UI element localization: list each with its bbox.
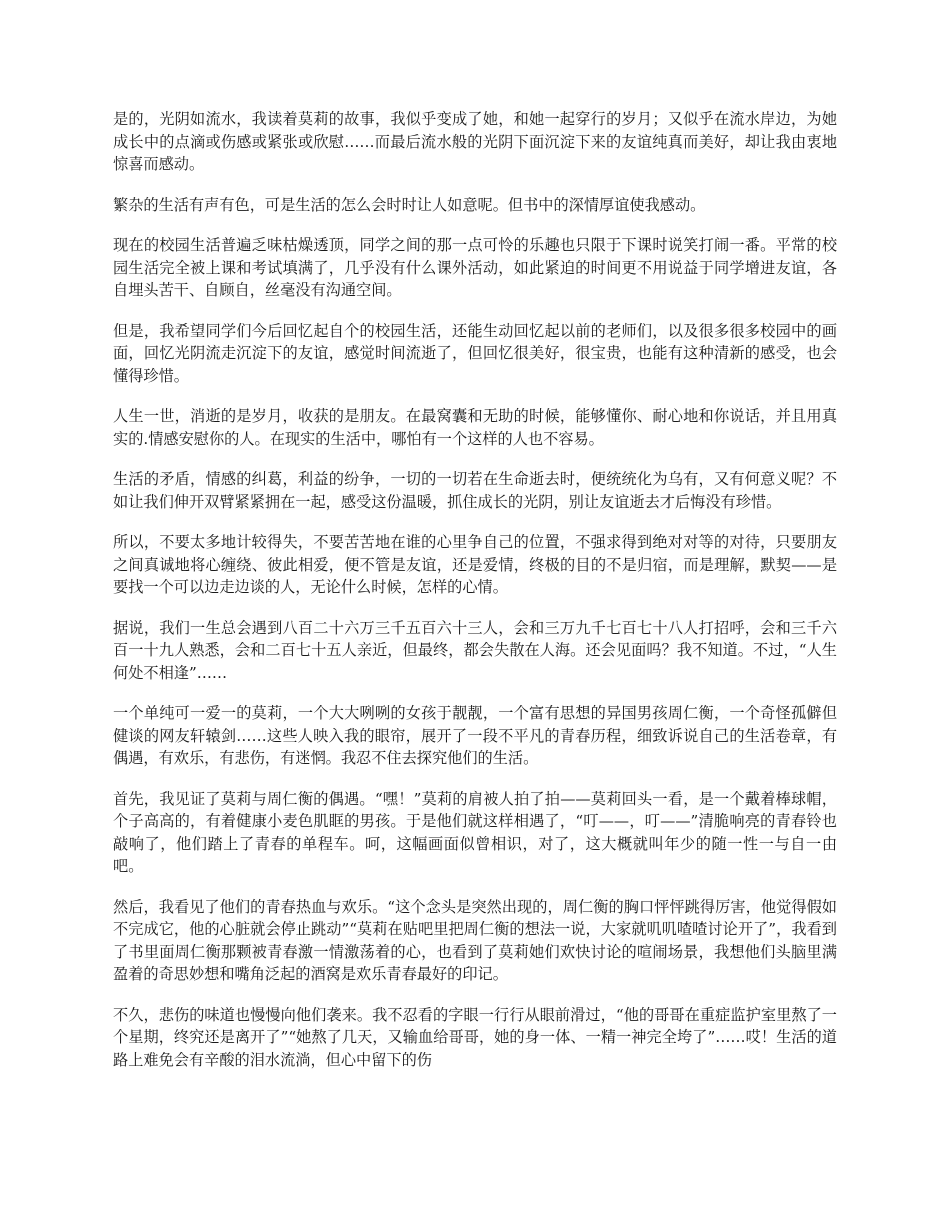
paragraph-9: 一个单纯可一爱一的莫莉，一个大大咧咧的女孩于靓靓，一个富有思想的异国男孩周仁衡，一个奇怪孤僻但健谈的网友轩辕剑……这些人映入我的眼帘，展开了一段不平凡的青春历程，细致诉说自己的生活卷章，有偶遇，有欢乐，有悲伤，有迷惘。我忍不住去探究他们的生活。 [113, 704, 837, 767]
paragraph-8: 据说，我们一生总会遇到八百二十六万三千五百六十三人，会和三万九千七百七十八人打招呼，会和三千六百一十九人熟悉，会和二百七十五人亲近，但最终，都会失散在人海。还会见面吗？我不知道。不过，“人生何处不相逢”…… [113, 618, 837, 682]
paragraph-1: 是的，光阴如流水，我读着莫莉的故事，我似乎变成了她，和她一起穿行的岁月；又似乎在流水岸边，为她成长中的点滴或伤感或紧张或欣慰……而最后流水般的光阴下面沉淀下来的友谊纯真而美好，却让我由衷地惊喜而感动。 [113, 110, 837, 173]
paragraph-5: 人生一世，消逝的是岁月，收获的是朋友。在最窝囊和无助的时候，能够懂你、耐心地和你说话，并且用真实的.情感安慰你的人。在现实的生活中，哪怕有一个这样的人也不容易。 [113, 407, 837, 448]
paragraph-7: 所以，不要太多地计较得失，不要苦苦地在谁的心里争自己的位置，不强求得到绝对对等的对待，只要朋友之间真诚地将心缠绕、彼此相爱，便不管是友谊，还是爱情，终极的目的不是归宿，而是理解，默契——是要找一个可以边走边谈的人，无论什么时候，怎样的心情。 [113, 533, 837, 596]
paragraph-11: 然后，我看见了他们的青春热血与欢乐。“这个念头是突然出现的，周仁衡的胸口怦怦跳得厉害，他觉得假如不完成它，他的心脏就会停止跳动”“莫莉在贴吧里把周仁衡的想法一说，大家就叽叽喳喳讨论开了”，我看到了书里面周仁衡那颗被青春激一情激荡着的心，也看到了莫莉她们欢快讨论的喧闹场景，我想他们头脑里满盈着的奇思妙想和嘴角泛起的酒窝是欢乐青春最好的印记。 [113, 897, 837, 983]
paragraph-4: 但是，我希望同学们今后回忆起自个的校园生活，还能生动回忆起以前的老师们，以及很多很多校园中的画面，回忆光阴流走沉淀下的友谊，感觉时间流逝了，但回忆很美好，很宝贵，也能有这种清新的感受，也会懂得珍惜。 [113, 321, 837, 385]
paragraph-6: 生活的矛盾，情感的纠葛，利益的纷争，一切的一切若在生命逝去时，便统统化为乌有，又有何意义呢？不如让我们伸开双臂紧紧拥在一起，感受这份温暖，抓住成长的光阴，别让友谊逝去才后悔没有珍惜。 [113, 470, 837, 511]
paragraph-12: 不久，悲伤的味道也慢慢向他们袭来。我不忍看的字眼一行行从眼前滑过，“他的哥哥在重症监护室里熬了一个星期，终究还是离开了”“她熬了几天，又输血给哥哥，她的身一体、一精一神完全垮了”……哎！生活的道路上难免会有辛酸的泪水流淌，但心中留下的伤 [113, 1005, 837, 1069]
paragraph-3: 现在的校园生活普遍乏味枯燥透顶，同学之间的那一点可怜的乐趣也只限于下课时说笑打闹一番。平常的校园生活完全被上课和考试填满了，几乎没有什么课外活动，如此紧迫的时间更不用说益于同学增进友谊，各自埋头苦干、自顾自，丝毫没有沟通空间。 [113, 236, 837, 299]
paragraph-2: 繁杂的生活有声有色，可是生活的怎么会时时让人如意呢。但书中的深情厚谊使我感动。 [113, 195, 706, 214]
paragraph-10: 首先，我见证了莫莉与周仁衡的偶遇。“嘿！”莫莉的肩被人拍了拍——莫莉回头一看，是一个戴着棒球帽，个子高高的，有着健康小麦色肌眶的男孩。于是他们就这样相遇了，“叮——，叮——”清脆响亮的青春铃也敲响了，他们踏上了青春的单程车。呵，这幅画面似曾相识，对了，这大概就叫年少的随一性一与自一由吧。 [113, 789, 837, 875]
